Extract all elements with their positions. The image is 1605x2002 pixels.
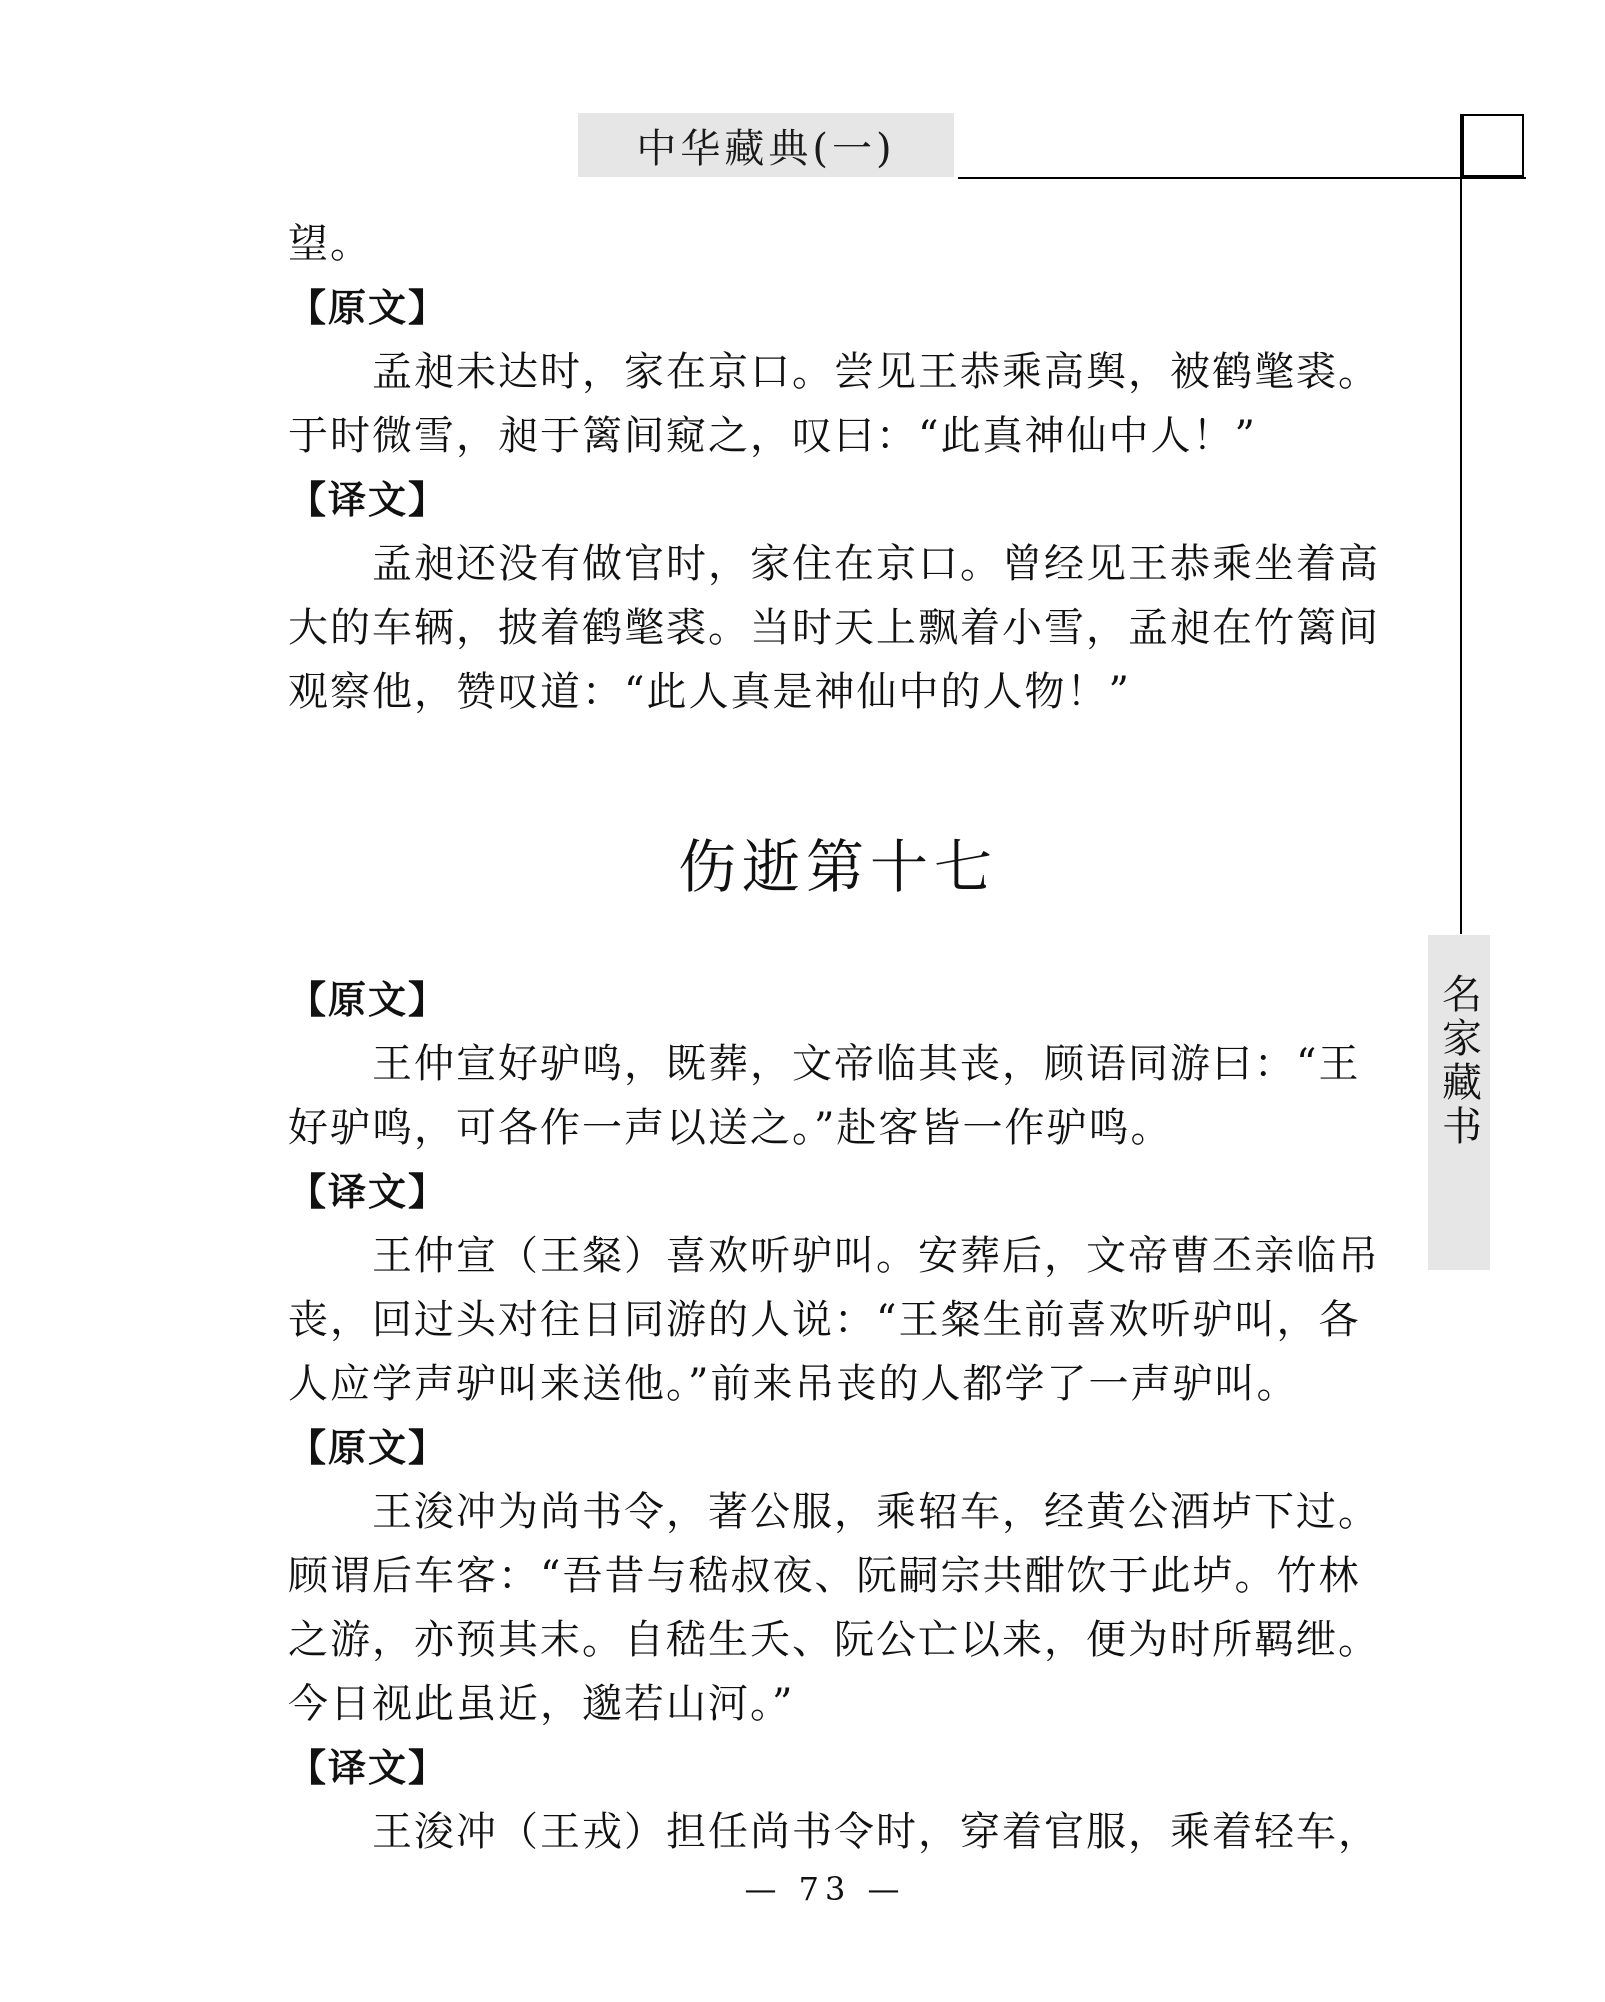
original-text-line: 之游，亦预其末。自嵇生夭、阮公亡以来，便为时所羁绁。 bbox=[288, 1617, 1380, 1663]
section-label-original: 【原文】 bbox=[288, 978, 449, 1022]
translation-text-line: 孟昶还没有做官时，家住在京口。曾经见王恭乘坐着高 bbox=[372, 541, 1380, 587]
side-tab bbox=[1428, 935, 1490, 1270]
original-text-line: 孟昶未达时，家在京口。尝见王恭乘高舆，被鹤氅裘。 bbox=[372, 349, 1380, 395]
section-label-translation: 【译文】 bbox=[288, 1170, 449, 1214]
original-text-line: 今日视此虽近，邈若山河。” bbox=[288, 1681, 795, 1727]
translation-text-line: 大的车辆，披着鹤氅裘。当时天上飘着小雪，孟昶在竹篱间 bbox=[288, 605, 1380, 651]
original-text-line: 王浚冲为尚书令，著公服，乘轺车，经黄公酒垆下过。 bbox=[372, 1489, 1380, 1535]
section-label-original: 【原文】 bbox=[288, 1426, 449, 1470]
translation-text-line: 王浚冲（王戎）担任尚书令时，穿着官服，乘着轻车， bbox=[372, 1809, 1380, 1855]
translation-text-line: 观察他，赞叹道：“此人真是神仙中的人物！” bbox=[288, 669, 1131, 715]
running-header bbox=[578, 113, 954, 177]
section-label-translation: 【译文】 bbox=[288, 478, 449, 522]
translation-text-line: 丧，回过头对往日同游的人说：“王粲生前喜欢听驴叫，各 bbox=[288, 1297, 1361, 1343]
original-text-line: 王仲宣好驴鸣，既葬，文帝临其丧，顾语同游曰：“王 bbox=[372, 1041, 1361, 1087]
section-label-original: 【原文】 bbox=[288, 286, 449, 330]
section-label-translation: 【译文】 bbox=[288, 1746, 449, 1790]
side-tab-label: 名家藏书 bbox=[1435, 973, 1482, 1149]
page-body bbox=[288, 212, 1388, 724]
header-rule bbox=[958, 177, 1526, 179]
chapter-title: 伤逝第十七 bbox=[677, 833, 998, 901]
margin-rule bbox=[1460, 114, 1462, 934]
original-text-line: 顾谓后车客：“吾昔与嵇叔夜、阮嗣宗共酣饮于此垆。竹林 bbox=[288, 1553, 1361, 1599]
continued-line: 望。 bbox=[288, 221, 372, 267]
original-text-line: 好驴鸣，可各作一声以送之。”赴客皆一作驴鸣。 bbox=[288, 1105, 1173, 1151]
page-number: — 73 — bbox=[744, 1870, 906, 1908]
original-text-line: 于时微雪，昶于篱间窥之，叹曰：“此真神仙中人！” bbox=[288, 413, 1257, 459]
translation-text-line: 人应学声驴叫来送他。”前来吊丧的人都学了一声驴叫。 bbox=[288, 1361, 1299, 1407]
corner-frame bbox=[1462, 114, 1524, 177]
running-header-title: 中华藏典(一) bbox=[636, 125, 896, 172]
translation-text-line: 王仲宣（王粲）喜欢听驴叫。安葬后，文帝曹丕亲临吊 bbox=[372, 1233, 1380, 1279]
page-body-continued bbox=[288, 968, 1388, 1864]
